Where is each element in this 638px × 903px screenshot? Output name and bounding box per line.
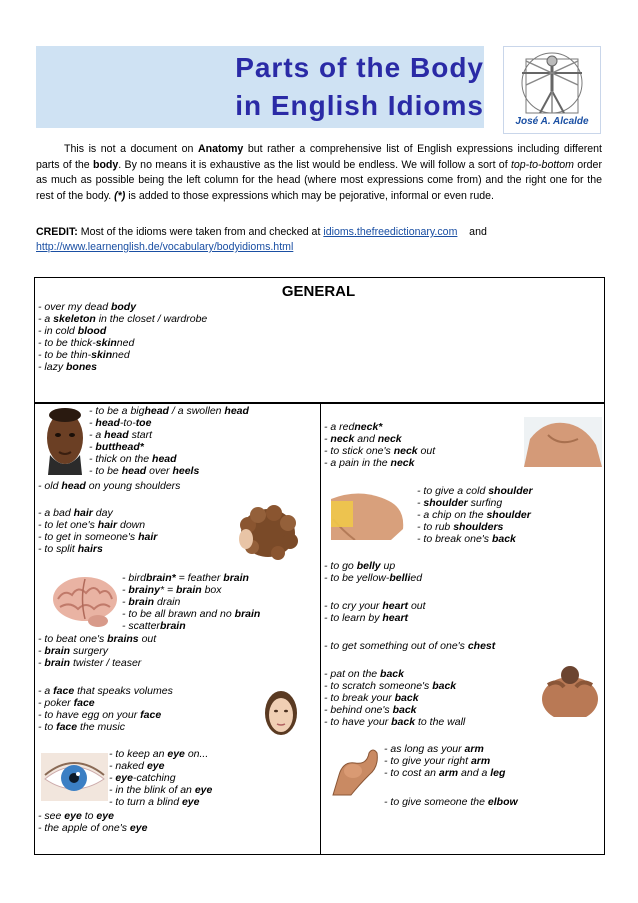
- idiom-item: - to give your right arm: [384, 755, 491, 768]
- idiom-item: - to beat one's brains out: [38, 633, 157, 645]
- idiom-item: - head-to-toe: [89, 417, 152, 430]
- idiom-item: - a pain in the neck: [324, 457, 415, 470]
- curly-hair-photo: [234, 505, 298, 563]
- idiom-item: - the apple of one's eye: [38, 822, 148, 835]
- idiom-item: - neck and neck: [324, 433, 402, 446]
- eye-icon: [41, 753, 108, 801]
- vitruvian-man-icon: [504, 47, 600, 117]
- link-learnenglish[interactable]: http://www.learnenglish.de/vocabulary/bodyidioms.html: [36, 241, 294, 253]
- idiom-item: - to break your back: [324, 692, 419, 705]
- credit-paragraph: CREDIT: Most of the idioms were taken from and checked at idioms.thefreedictionary.com and http://www.learnenglish.de/vocabulary/bodyidioms.html: [36, 226, 487, 253]
- flexed-arm-icon: [329, 745, 382, 797]
- man-face-photo: [42, 405, 88, 475]
- intro-paragraph: This is not a document on Anatomy but rather a comprehensive list of English expressions including different parts of the body. By no means it is exhaustive as the list would be endless. We will follow a sort of top-to-bottom order as much as possible being the left column for the head (where most expressions come from) and the right one for the rest of the body. (*) is added to those expressions which may be pejorative, informal or even rude.: [36, 143, 603, 202]
- idiom-item: - brain surgery: [38, 645, 109, 658]
- heart-idioms-list: [324, 600, 426, 624]
- idiom-item: - to turn a blind eye: [109, 796, 200, 809]
- idiom-item: - to get in someone's hair: [38, 531, 158, 544]
- brain-icon: [50, 571, 120, 631]
- column-divider: [320, 402, 321, 854]
- idiom-item: - as long as your arm: [384, 743, 484, 755]
- idiom-item: - in cold blood: [38, 325, 107, 338]
- idiom-item: - brain twister / teaser: [38, 657, 142, 670]
- hair-idioms-list: [38, 507, 157, 555]
- idiom-item: - shoulder surfing: [417, 497, 503, 510]
- idiom-item: - to give someone the elbow: [384, 796, 518, 808]
- neck-photo: [524, 417, 602, 467]
- idiom-item: - to scratch someone's back: [324, 680, 457, 693]
- idiom-item: - in the blink of an eye: [109, 784, 213, 797]
- neck-idioms-list: [324, 421, 435, 469]
- idiom-item: - to be head over heels: [89, 465, 200, 478]
- idiom-item: - to be thick-skinned: [38, 337, 135, 350]
- idiom-item: - old head on young shoulders: [38, 480, 181, 492]
- idiom-item: - to be yellow-bellied: [324, 572, 423, 585]
- idiom-item: - to stick one's neck out: [324, 445, 436, 458]
- back-idioms-list: [324, 668, 465, 728]
- idiom-item: - to face the music: [38, 721, 125, 734]
- idiom-item: - to keep an eye on...: [109, 748, 209, 760]
- head-idioms-list-2: [38, 480, 180, 492]
- idiom-item: - brainy* = brain box: [122, 584, 222, 597]
- idiom-item: - to cost an arm and a leg: [384, 767, 506, 780]
- idiom-item: - to have your back to the wall: [324, 716, 466, 729]
- eye-idioms-list-2: [38, 810, 147, 834]
- general-list: [38, 301, 207, 374]
- idiom-item: - to be thin-skinned: [38, 349, 130, 362]
- idiom-item: - a redneck*: [324, 421, 383, 433]
- idiom-item: - a bad hair day: [38, 507, 113, 519]
- belly-idioms-list: [324, 560, 422, 584]
- idiom-item: - to learn by heart: [324, 612, 409, 625]
- idiom-item: - lazy bones: [38, 361, 97, 374]
- author-name: José A. Alcalde: [515, 116, 589, 127]
- title-band: [36, 46, 484, 128]
- idiom-item: - brain drain: [122, 596, 181, 609]
- idiom-item: - thick on the head: [89, 453, 177, 466]
- idiom-item: - pat on the back: [324, 668, 404, 680]
- idiom-item: - to cry your heart out: [324, 600, 426, 612]
- idiom-item: - to get something out of one's chest: [324, 640, 496, 652]
- shoulder-idioms-list: [417, 485, 533, 545]
- elbow-idioms-list: [384, 796, 518, 808]
- shoulder-photo: [331, 487, 411, 540]
- title-line-1: Parts of the Body: [235, 52, 484, 83]
- idiom-item: - to go belly up: [324, 560, 396, 572]
- idiom-item: - to be all brawn and no brain: [122, 608, 261, 621]
- head-idioms-list: [89, 405, 249, 478]
- back-photo: [534, 665, 604, 717]
- idiom-item: - see eye to eye: [38, 810, 114, 822]
- idiom-item: - naked eye: [109, 760, 165, 773]
- brain-idioms-list-2: [38, 633, 156, 669]
- idiom-item: - a chip on the shoulder: [417, 509, 531, 522]
- arm-idioms-list: [384, 743, 505, 779]
- idiom-item: - butthead*: [89, 441, 144, 454]
- idiom-item: - to break one's back: [417, 533, 516, 546]
- idiom-item: - to let one's hair down: [38, 519, 146, 532]
- brain-idioms-list: [122, 572, 260, 632]
- idiom-item: - a skeleton in the closet / wardrobe: [38, 313, 208, 326]
- idiom-item: - birdbrain* = feather brain: [122, 572, 249, 584]
- title-line-2: in English Idioms: [235, 90, 484, 121]
- eye-idioms-list: [109, 748, 212, 808]
- chest-idioms-list: [324, 640, 495, 652]
- idiom-item: - over my dead body: [38, 301, 137, 313]
- idiom-item: - a head start: [89, 429, 153, 442]
- link-thefreedictionary[interactable]: idioms.thefreedictionary.com: [323, 226, 458, 238]
- idiom-item: - scatterbrain: [122, 620, 186, 633]
- idiom-item: - to rub shoulders: [417, 521, 504, 534]
- idiom-item: - to give a cold shoulder: [417, 485, 533, 497]
- idiom-item: - a face that speaks volumes: [38, 685, 173, 697]
- woman-face-photo: [250, 687, 312, 741]
- face-idioms-list: [38, 685, 173, 733]
- idiom-item: - eye-catching: [109, 772, 176, 785]
- credit-label: CREDIT:: [36, 226, 78, 238]
- idiom-item: - to have egg on your face: [38, 709, 162, 722]
- idiom-item: - poker face: [38, 697, 95, 710]
- idiom-item: - behind one's back: [324, 704, 417, 717]
- idiom-item: - to be a bighead / a swollen head: [89, 405, 249, 417]
- idiom-item: - to split hairs: [38, 543, 103, 556]
- general-heading: GENERAL: [281, 283, 356, 300]
